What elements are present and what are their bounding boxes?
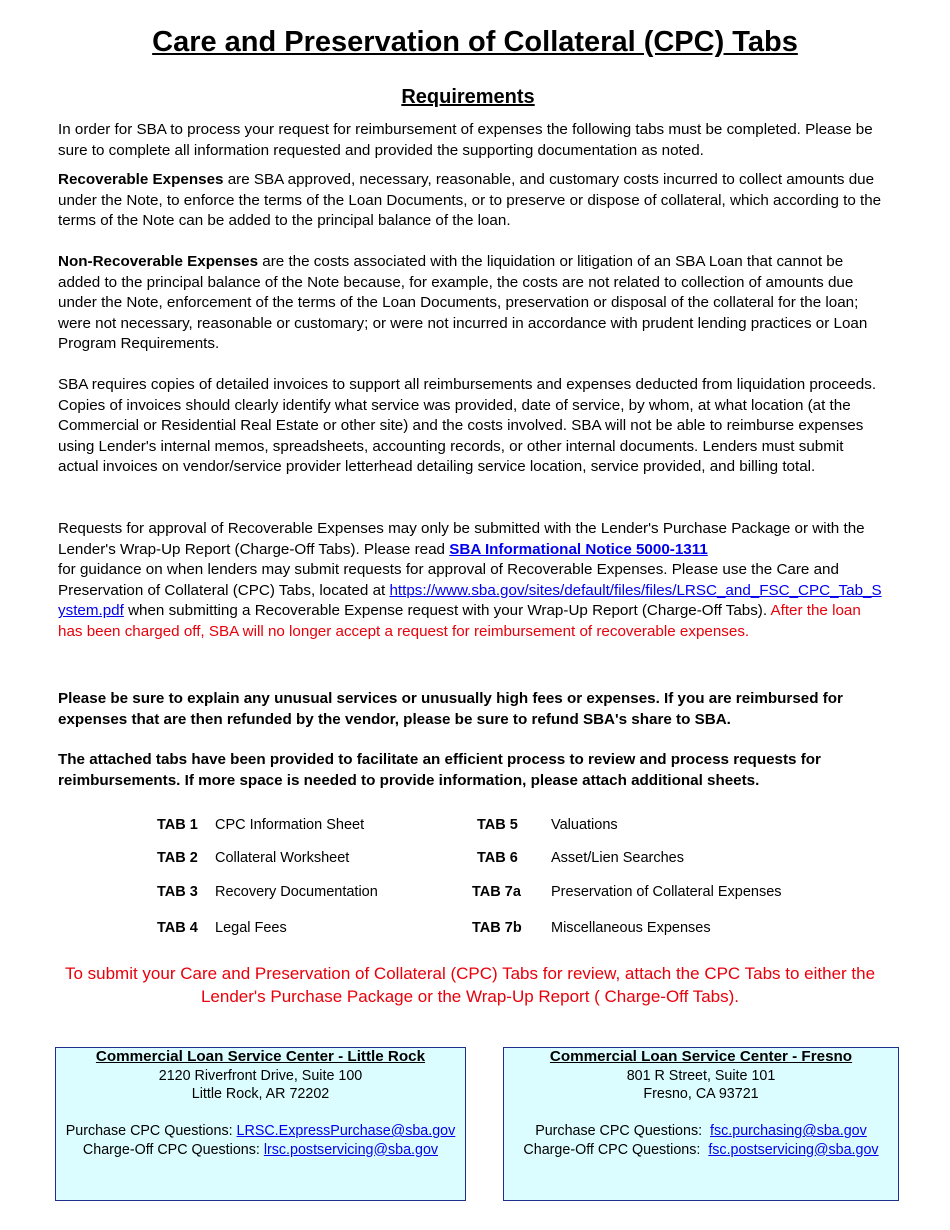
intro-text: In order for SBA to process your request for reimbursement of expenses the following tabs must be completed. Please be sure to complete all information requested and provided the supporting documentation as noted. xyxy=(58,121,873,159)
center-name: Commercial Loan Service Center - Fresno xyxy=(549,1048,853,1065)
little-rock-center-box xyxy=(55,1047,466,1201)
purchase-questions-line xyxy=(504,1122,898,1141)
recoverable-term: Recoverable Expenses xyxy=(58,171,224,188)
page-title: Care and Preservation of Collateral (CPC) Tabs xyxy=(152,26,798,58)
tab-label: TAB 7a xyxy=(472,884,521,900)
chargeoff-email-link[interactable]: lrsc.postservicing@sba.gov xyxy=(263,1141,439,1158)
purchase-questions-line xyxy=(56,1122,465,1141)
non-recoverable-text: are the costs associated with the liquidation or litigation of an SBA Loan that cannot be added to the principal balance of the Note because, for example, the costs are not related to collection of amounts due under the Note, enforcement of the terms of the Loan Documents, preservation or disposal of the collateral for the loan; were not necessary, reasonable or customary; or were not incurred in accordance with prudent lending practices or Loan Program Requirements. xyxy=(58,253,868,353)
chargeoff-label: Charge-Off CPC Questions: xyxy=(523,1141,709,1158)
tab-description: CPC Information Sheet xyxy=(215,817,365,833)
recoverable-expenses-paragraph xyxy=(58,170,888,232)
center-address-line1: 801 R Street, Suite 101 xyxy=(626,1067,776,1084)
tab-description: Valuations xyxy=(551,817,618,833)
chargeoff-questions-line xyxy=(56,1141,465,1160)
chargeoff-label: Charge-Off CPC Questions: xyxy=(82,1141,264,1158)
approval-text-a: Requests for approval of Recoverable Expenses may only be submitted with the Lender's Purchase Package or with the Lender's Wrap-Up Report (Charge-Off Tabs). Please read xyxy=(58,520,865,558)
center-name: Commercial Loan Service Center - Little Rock xyxy=(95,1048,426,1065)
non-recoverable-expenses-paragraph xyxy=(58,252,888,355)
tab-description: Miscellaneous Expenses xyxy=(551,920,711,936)
invoices-paragraph xyxy=(58,375,888,478)
center-address-line2: Fresno, CA 93721 xyxy=(643,1086,759,1102)
tab-label: TAB 5 xyxy=(477,817,518,833)
charge-off-warning: After the loan has been charged off, SBA will no longer accept a request for reimbursement of recoverable expenses. xyxy=(58,602,861,640)
tab-description: Collateral Worksheet xyxy=(215,850,350,866)
fresno-center-box xyxy=(503,1047,899,1201)
approval-text-b: for guidance on when lenders may submit requests for approval of Recoverable Expenses. Please use the Care and Preservation of Collateral (CPC) Tabs, located at xyxy=(58,561,839,599)
submit-notice: To submit your Care and Preservation of Collateral (CPC) Tabs for review, attach the CPC Tabs to either the Lender's Purchase Package or the Wrap-Up Report ( Charge-Off Tabs). xyxy=(64,964,876,1006)
approval-paragraph xyxy=(58,519,888,643)
tab-label: TAB 1 xyxy=(157,817,198,833)
chargeoff-email-link[interactable]: fsc.postservicing@sba.gov xyxy=(708,1141,879,1158)
unusual-text: Please be sure to explain any unusual services or unusually high fees or expenses. If you are reimbursed for expenses that are then refunded by the vendor, please be sure to refund SBA's share to SBA. xyxy=(58,690,843,728)
tab-label: TAB 7b xyxy=(472,920,522,936)
attached-tabs-paragraph xyxy=(58,750,888,791)
invoices-text: SBA requires copies of detailed invoices to support all reimbursements and expenses deducted from liquidation proceeds. Copies of invoices should clearly identify what service was provided, date of service, by whom, at what location (at the Commercial or Residential Real Estate or other site) and the costs involved. SBA will not be able to reimburse expenses using Lender's internal memos, spreadsheets, accounting records, or other internal documents. Lenders must submit actual invoices on vendor/service provider letterhead detailing service location, service provided, and billing total. xyxy=(58,376,877,476)
tab-label: TAB 6 xyxy=(477,850,518,866)
tab-description: Asset/Lien Searches xyxy=(551,850,684,866)
unusual-expenses-paragraph xyxy=(58,689,888,730)
tab-label: TAB 4 xyxy=(157,920,198,936)
purchase-email-link[interactable]: LRSC.ExpressPurchase@sba.gov xyxy=(236,1123,456,1139)
informational-notice-link[interactable]: SBA Informational Notice 5000-1311 xyxy=(449,540,708,558)
intro-paragraph xyxy=(58,120,888,161)
center-address-line1: 2120 Riverfront Drive, Suite 100 xyxy=(158,1067,363,1084)
tab-label: TAB 3 xyxy=(157,884,198,900)
center-address-line2: Little Rock, AR 72202 xyxy=(191,1086,330,1102)
purchase-label: Purchase CPC Questions: xyxy=(65,1123,237,1139)
attached-text: The attached tabs have been provided to facilitate an efficient process to review and process requests for reimbursements. If more space is needed to provide information, please attach additional sheets. xyxy=(58,751,821,789)
cpc-tab-system-url: https://www.sba.gov/sites/default/files/files/LRSC_and_FSC_CPC_Tab_System.pdf xyxy=(58,581,882,620)
non-recoverable-term: Non-Recoverable Expenses xyxy=(58,253,259,270)
approval-text-c: when submitting a Recoverable Expense request with your Wrap-Up Report (Charge-Off Tabs). xyxy=(123,602,771,620)
purchase-email-link[interactable]: fsc.purchasing@sba.gov xyxy=(710,1123,867,1139)
tab-description: Legal Fees xyxy=(215,920,287,936)
recoverable-text: are SBA approved, necessary, reasonable, and customary costs incurred to collect amounts due under the Note, to enforce the terms of the Loan Documents, or to preserve or dispose of collateral, which according to the terms of the Note can be added to the principal balance of the loan. xyxy=(58,171,882,230)
tab-description: Preservation of Collateral Expenses xyxy=(551,884,782,900)
purchase-label: Purchase CPC Questions: xyxy=(535,1123,711,1139)
chargeoff-questions-line xyxy=(504,1141,898,1160)
section-heading-requirements: Requirements xyxy=(401,86,535,108)
tab-description: Recovery Documentation xyxy=(215,884,378,900)
tab-label: TAB 2 xyxy=(157,850,198,866)
